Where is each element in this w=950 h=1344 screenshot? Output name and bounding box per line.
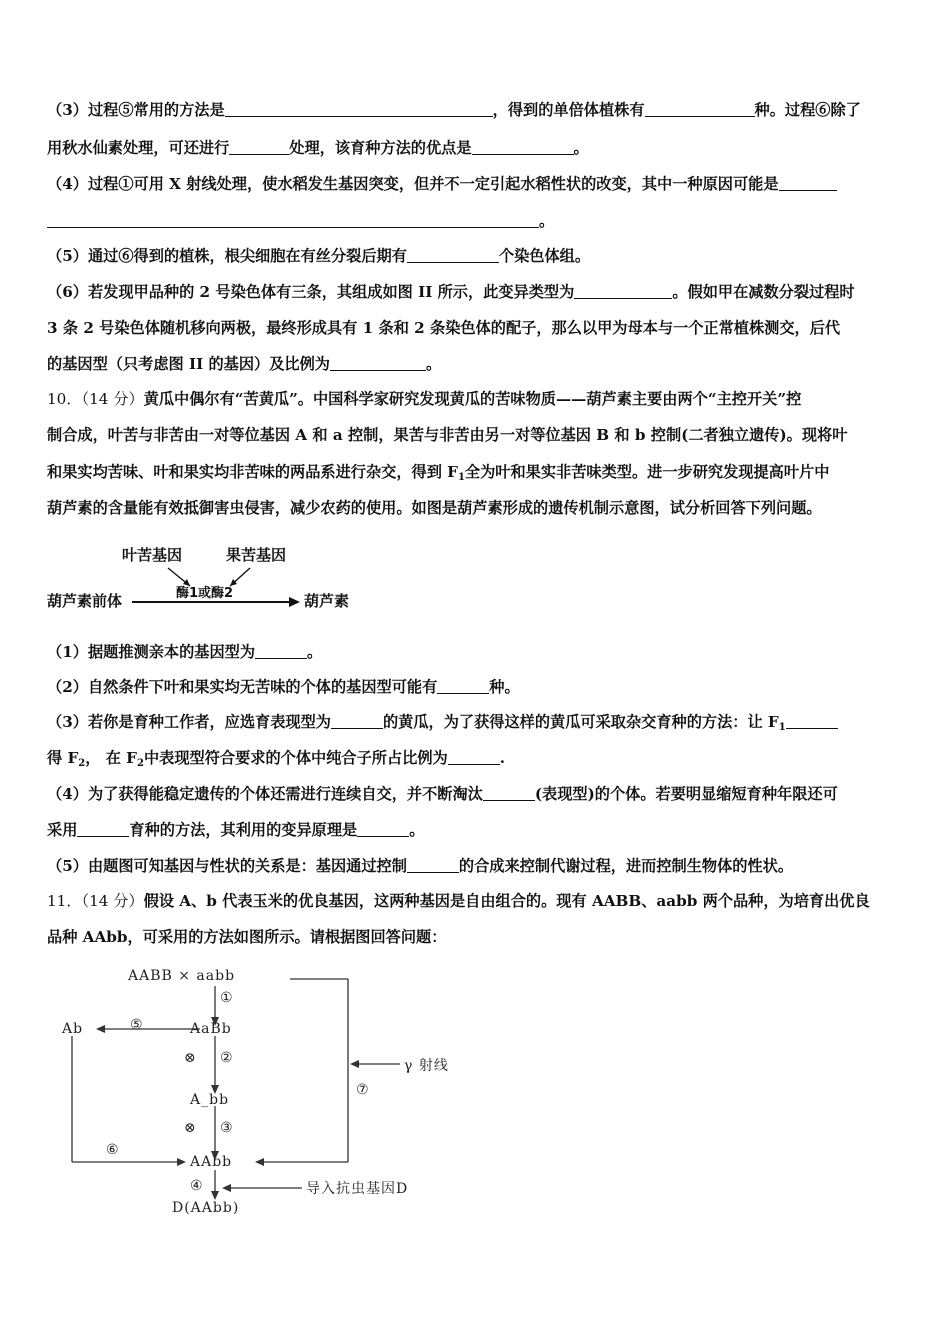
answer-blank[interactable] <box>779 175 837 191</box>
question-number: 11．（14 分） <box>47 892 144 910</box>
answer-blank[interactable] <box>225 101 493 117</box>
answer-blank[interactable] <box>357 821 409 837</box>
q9-part4-line1: （4）过程①可用 X 射线处理，使水稻发生基因突变，但并不一定引起水稻性状的改变，其中一种原因可能是 <box>47 174 837 194</box>
q10-sub2: （2）自然条件下叶和果实均无苦味的个体的基因型可能有 种。 <box>47 678 520 696</box>
q9-part6-line2: 3 条 2 号染色体随机移向两极，最终形成具有 1 条和 2 条染色体的配子，那么以甲为母本与一个正常植株测交，后代 <box>47 319 841 337</box>
final-product-label: D(AAbb) <box>172 1200 240 1216</box>
selfing-2-symbol: ⊗ <box>184 1120 197 1136</box>
enzyme-label: 酶1或酶2 <box>176 586 234 601</box>
q10-stem-line2: 制合成，叶苦与非苦由一对等位基因 A 和 a 控制，果苦与非苦由另一对等位基因 B 和 b 控制(二者独立遗传)。现将叶 <box>47 426 848 444</box>
q10-sub5: （5）由题图可知基因与性状的关系是：基因通过控制 的合成来控制代谢过程，进而控制生物体的性状。 <box>47 857 794 875</box>
target-genotype-label: AAbb <box>190 1154 233 1170</box>
leaf-bitter-gene-label: 叶苦基因 <box>122 546 183 564</box>
answer-blank[interactable] <box>483 785 535 801</box>
product-label: 葫芦素 <box>304 592 350 610</box>
q10-stem-line4: 葫芦素的含量能有效抵御害虫侵害，减少农药的使用。如图是葫芦素形成的遗传机制示意图，试分析回答下列问题。 <box>47 499 822 517</box>
selfing-1-symbol: ⊗ <box>184 1050 197 1066</box>
q10-sub4-line2: 采用 育种的方法，其利用的变异原理是 。 <box>47 821 425 839</box>
q10-sub4-line1: （4）为了获得能稳定遗传的个体还需进行连续自交，并不断淘汰 (表现型)的个体。若要明显缩短育种年限还可 <box>47 785 838 803</box>
answer-blank[interactable] <box>407 247 499 263</box>
step-7-label: ⑦ <box>356 1082 370 1098</box>
answer-blank[interactable] <box>448 749 500 765</box>
answer-blank[interactable] <box>255 643 307 659</box>
q9-part3-line1: （3）过程⑤常用的方法是 ，得到的单倍体植株有 种。过程⑥除了 <box>47 101 861 119</box>
q10-stem-line1: 10．（14 分）黄瓜中偶尔有“苦黄瓜”。中国科学家研究发现黄瓜的苦味物质——葫芦素主要由两个“主控开关”控 <box>47 390 802 408</box>
f2-genotype-label: A_bb <box>190 1092 230 1108</box>
q9-part4-line2: 。 <box>47 211 554 231</box>
answer-blank[interactable] <box>437 678 489 694</box>
q11-stem-line2: 品种 AAbb，可采用的方法如图所示。请根据图回答问题： <box>47 928 447 946</box>
q10-sub3-line1: （3）若你是育种工作者，应选育表现型为 的黄瓜，为了获得这样的黄瓜可采取杂交育种的方法：让 $F_1$ <box>47 712 838 732</box>
q9-part5: （5）通过⑥得到的植株，根尖细胞在有丝分裂后期有 个染色体组。 <box>47 247 591 265</box>
q10-sub1: （1）据题推测亲本的基因型为 。 <box>47 643 323 661</box>
answer-blank[interactable] <box>645 101 755 117</box>
answer-blank[interactable] <box>77 821 129 837</box>
precursor-label: 葫芦素前体 <box>47 592 123 610</box>
answer-blank[interactable] <box>574 283 672 299</box>
breeding-scheme-diagram <box>50 960 490 1220</box>
breeding-arrows <box>50 960 490 1220</box>
q11-stem-line1: 11．（14 分）假设 A、b 代表玉米的优良基因，这两种基因是自由组合的。现有 AABB、aabb 两个品种，为培育出优良 <box>47 892 870 910</box>
q10-sub3-line2: 得 $F_2$， 在 $F_2$中表现型符合要求的个体中纯合子所占比例为 . <box>47 749 505 769</box>
gamma-ray-label: γ 射线 <box>404 1058 449 1074</box>
answer-blank[interactable] <box>330 355 426 371</box>
insert-gene-label: 导入抗虫基因D <box>306 1181 409 1197</box>
answer-blank[interactable] <box>472 139 574 155</box>
step-5-label: ⑤ <box>130 1017 144 1033</box>
answer-blank[interactable] <box>786 713 838 729</box>
answer-blank[interactable] <box>229 139 289 155</box>
step-1-label: ① <box>220 990 234 1006</box>
answer-blank[interactable] <box>407 857 459 873</box>
parent-cross-label: AABB × aabb <box>128 968 236 984</box>
q10-stem-line3: 和果实均苦味、叶和果实均非苦味的两品系进行杂交，得到 $F_1$全为叶和果实非苦味类型。进一步研究发现提高叶片中 <box>47 463 830 483</box>
question-number: 10．（14 分） <box>47 390 144 408</box>
q9-part6-line3: 的基因型（只考虑图 II 的基因）及比例为 。 <box>47 355 442 373</box>
step-4-label: ④ <box>190 1178 204 1194</box>
answer-blank[interactable] <box>331 713 383 729</box>
cucurbitacin-pathway-diagram <box>40 540 380 620</box>
step-3-label: ③ <box>220 1120 234 1136</box>
q9-part6-line1: （6）若发现甲品种的 2 号染色体有三条，其组成如图 II 所示，此变异类型为 。假如甲在减数分裂过程时 <box>47 283 855 301</box>
haploid-label: Ab <box>62 1021 84 1037</box>
step-2-label: ② <box>220 1050 234 1066</box>
q9-part3-line2: 用秋水仙素处理，可还进行 处理，该育种方法的优点是 。 <box>47 139 589 157</box>
f1-genotype-label: AaBb <box>190 1021 232 1037</box>
fruit-bitter-gene-label: 果苦基因 <box>226 546 287 564</box>
step-6-label: ⑥ <box>106 1142 120 1158</box>
answer-blank[interactable] <box>47 212 539 228</box>
